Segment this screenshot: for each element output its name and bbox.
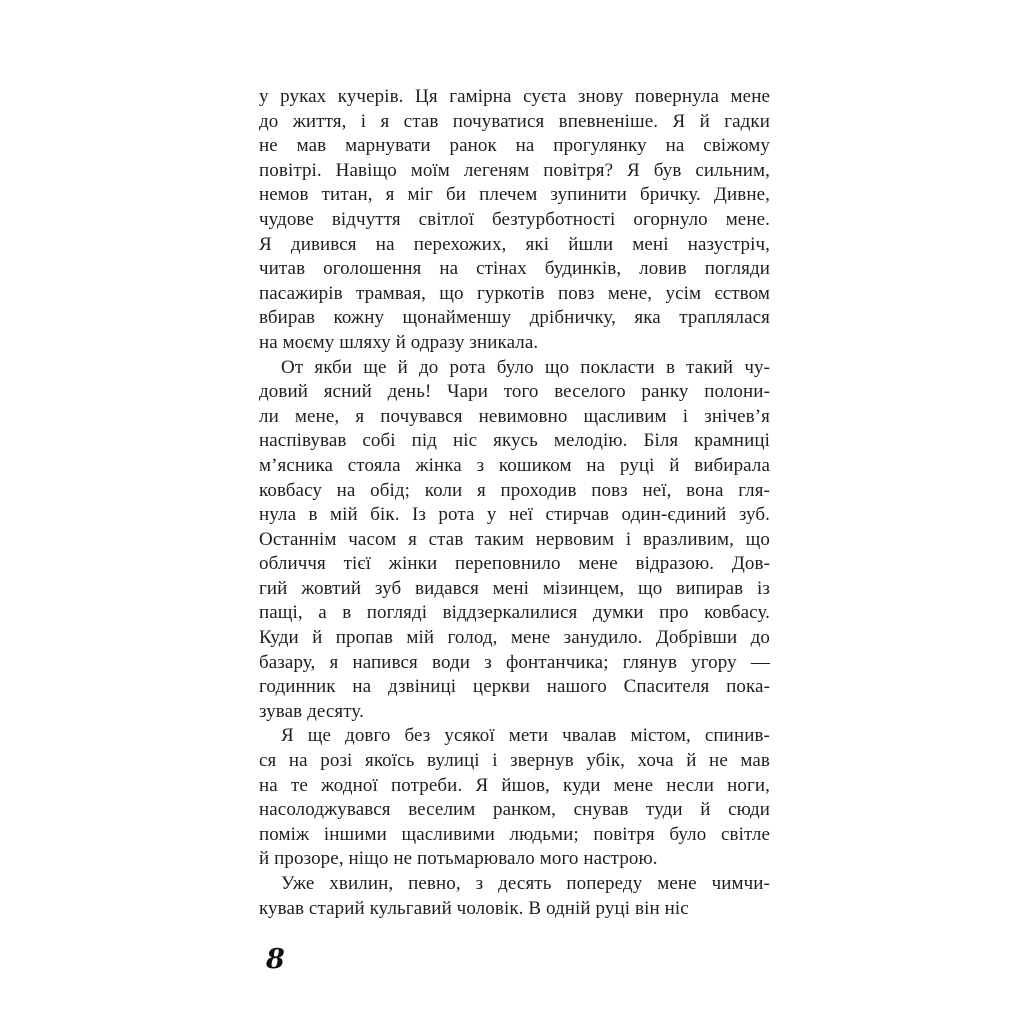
- text-line: наспівував собі під ніс якусь мелодію. Біля крамниці: [259, 430, 770, 452]
- text-line: ковбасу на обід; коли я проходив повз неї, вона гля-: [259, 479, 770, 501]
- text-line: немов титан, я міг би плечем зупинити бричку. Дивне,: [259, 184, 770, 206]
- text-line: у руках кучерів. Ця гамірна суєта знову повернула мене: [259, 86, 770, 107]
- text-line: Я ще довго без усякої мети чвалав містом, спинив-: [281, 725, 770, 747]
- text-line: чудове відчуття світлої безтурботності огорнуло мене.: [259, 208, 770, 230]
- text-line: Останнім часом я став таким нервовим і вразливим, що: [259, 528, 770, 550]
- text-line: обличчя тієї жінки переповнило мене відразою. Дов-: [259, 553, 770, 575]
- text-line: пасажирів трамвая, що гуркотів повз мене, усім єством: [259, 282, 770, 304]
- text-line: пащі, а в погляді віддзеркалилися думки про ковбасу.: [259, 602, 770, 624]
- text-line: нула в мій бік. Із рота у неї стирчав один-єдиний зуб.: [259, 504, 770, 526]
- text-line: кував старий кульгавий чоловік. В одній руці він ніс: [259, 897, 689, 919]
- text-line: на те жодної потреби. Я йшов, куди мене несли ноги,: [259, 774, 770, 796]
- text-line: гий жовтий зуб видався мені мізинцем, що випирав із: [259, 577, 770, 599]
- text-line: на моєму шляху й одразу зникала.: [259, 331, 539, 353]
- text-line: От якби ще й до рота було що покласти в такий чу-: [281, 356, 770, 378]
- text-line: зував десяту.: [259, 700, 364, 722]
- text-line: й прозоре, ніщо не потьмарювало мого настрою.: [259, 848, 658, 870]
- text-line: насолоджувався веселим ранком, снував туди й сюди: [259, 799, 770, 821]
- text-line: вбирав кожну щонайменшу дрібничку, яка траплялася: [259, 307, 770, 329]
- text-line: Уже хвилин, певно, з десять попереду мене чимчи-: [281, 873, 770, 894]
- text-line: поміж іншими щасливими людьми; повітря було світле: [259, 823, 770, 845]
- text-line: Я дивився на перехожих, які йшли мені назустріч,: [259, 233, 770, 255]
- text-line: до життя, і я став почуватися впевненіше. Я й гадки: [259, 110, 770, 132]
- text-line: ся на розі якоїсь вулиці і звернув убік, хоча й не мав: [259, 750, 770, 772]
- text-line: м’ясника стояла жінка з кошиком на руці й вибирала: [259, 454, 770, 476]
- text-line: повітрі. Навіщо моїм легеням повітря? Я був сильним,: [259, 159, 770, 181]
- text-line: не мав марнувати ранок на прогулянку на свіжому: [259, 135, 770, 157]
- text-line: ли мене, я почувався невимовно щасливим і знічев’я: [259, 405, 770, 427]
- text-line: базару, я напився води з фонтанчика; глянув угору —: [259, 651, 770, 673]
- page-text-block: [259, 85, 770, 921]
- text-line: читав оголошення на стінах будинків, ловив погляди: [259, 258, 770, 280]
- text-line: годинник на дзвіниці церкви нашого Спасителя пока-: [259, 676, 770, 698]
- text-line: Куди й пропав мій голод, мене занудило. Добрівши до: [259, 627, 770, 649]
- text-line: довий ясний день! Чари того веселого ранку полони-: [259, 381, 770, 403]
- page-number: 8: [266, 944, 285, 975]
